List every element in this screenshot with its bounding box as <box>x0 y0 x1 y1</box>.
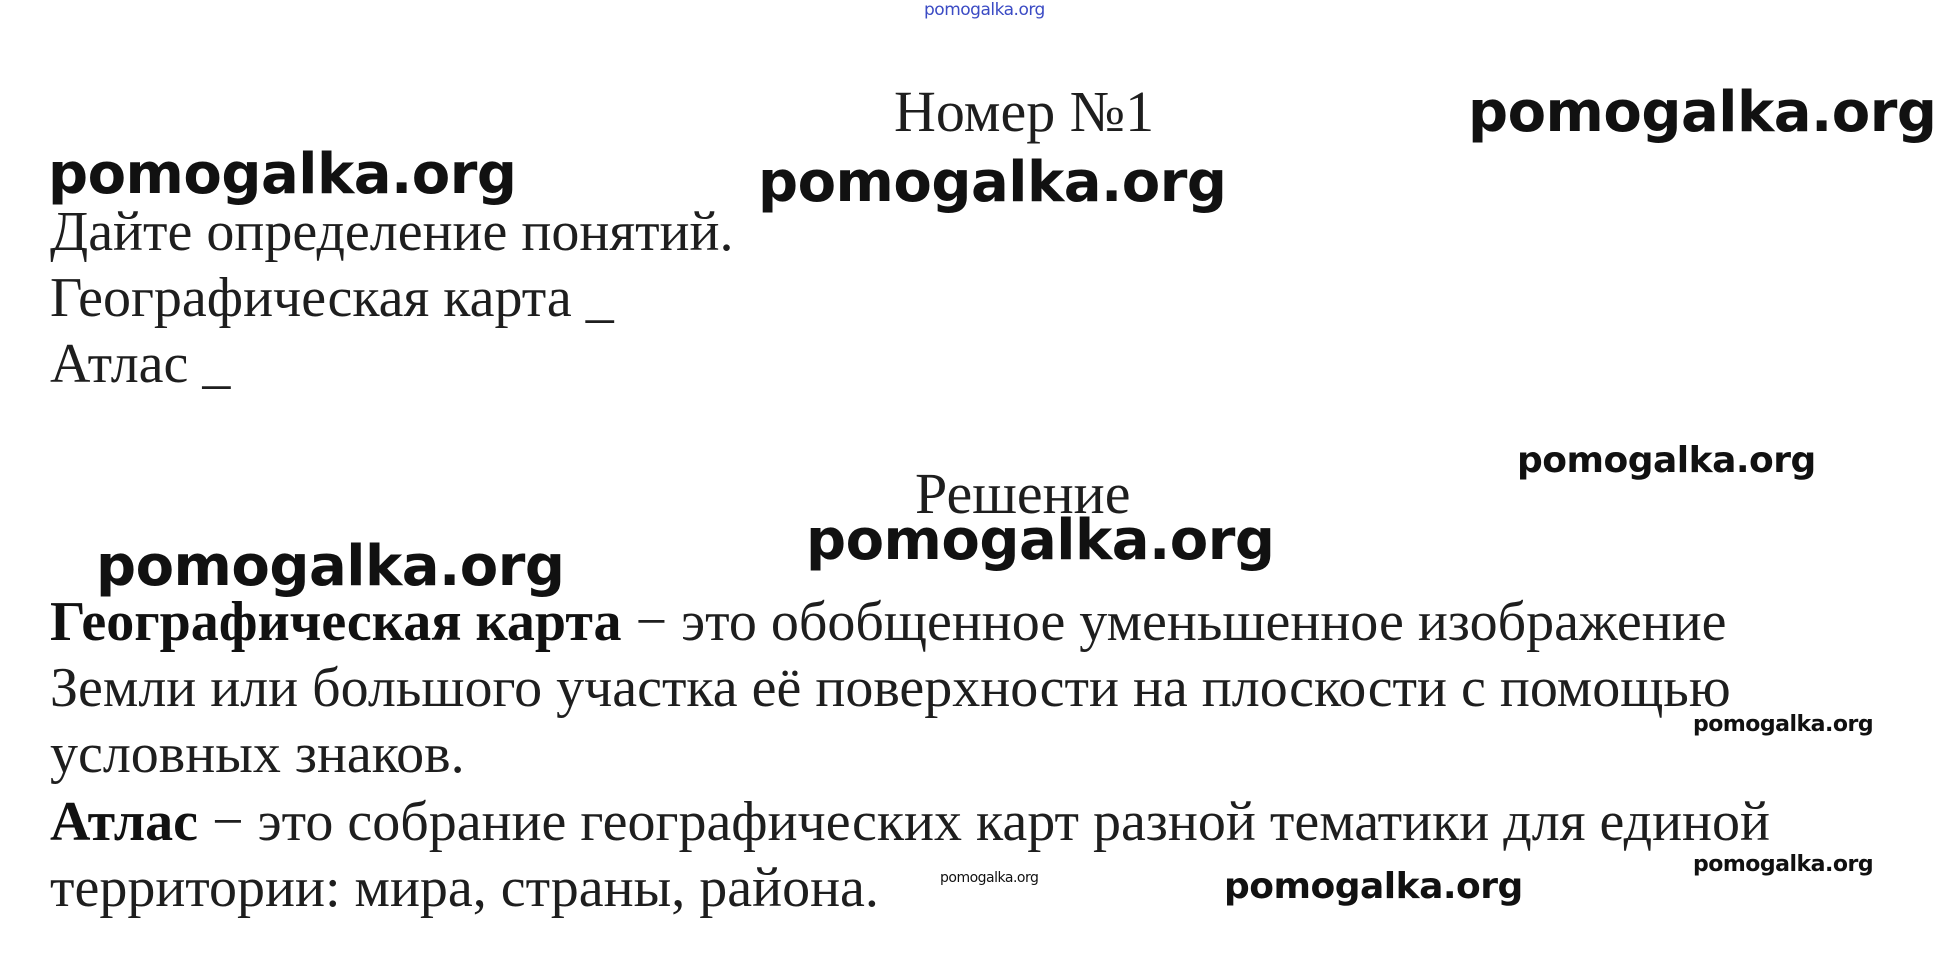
task-item-map: Географическая карта _ <box>50 267 614 329</box>
watermark-top: pomogalka.org <box>924 0 1045 20</box>
definition-map-text: − это обобщенное уменьшенное изображение <box>621 591 1727 653</box>
watermark: pomogalka.org <box>1224 866 1523 907</box>
definition-atlas-term: Атлас <box>50 791 199 853</box>
task-prompt: Дайте определение понятий. <box>50 201 734 263</box>
watermark: pomogalka.org <box>1517 440 1816 481</box>
definition-atlas-line2: территории: мира, страны, района. <box>50 857 879 919</box>
definition-map-term: Географическая карта <box>50 591 622 653</box>
watermark: pomogalka.org <box>96 534 565 599</box>
task-item-atlas: Атлас _ <box>50 333 231 395</box>
watermark: pomogalka.org <box>48 142 517 207</box>
definition-atlas-line1 <box>50 790 1770 854</box>
watermark: pomogalka.org <box>1693 852 1874 877</box>
definition-map-line1 <box>50 590 1727 654</box>
solution-title: Решение <box>915 461 1131 526</box>
task-title: Номер №1 <box>894 79 1155 144</box>
definition-atlas-text: − это собрание географических карт разной тематики для единой <box>198 791 1770 853</box>
definition-map-line3: условных знаков. <box>50 723 465 785</box>
watermark: pomogalka.org <box>1693 712 1874 737</box>
watermark: pomogalka.org <box>806 508 1275 573</box>
watermark: pomogalka.org <box>1468 80 1937 145</box>
definition-map-line2: Земли или большого участка её поверхности на плоскости с помощью <box>50 657 1731 719</box>
watermark: pomogalka.org <box>940 870 1039 886</box>
watermark: pomogalka.org <box>758 150 1227 215</box>
